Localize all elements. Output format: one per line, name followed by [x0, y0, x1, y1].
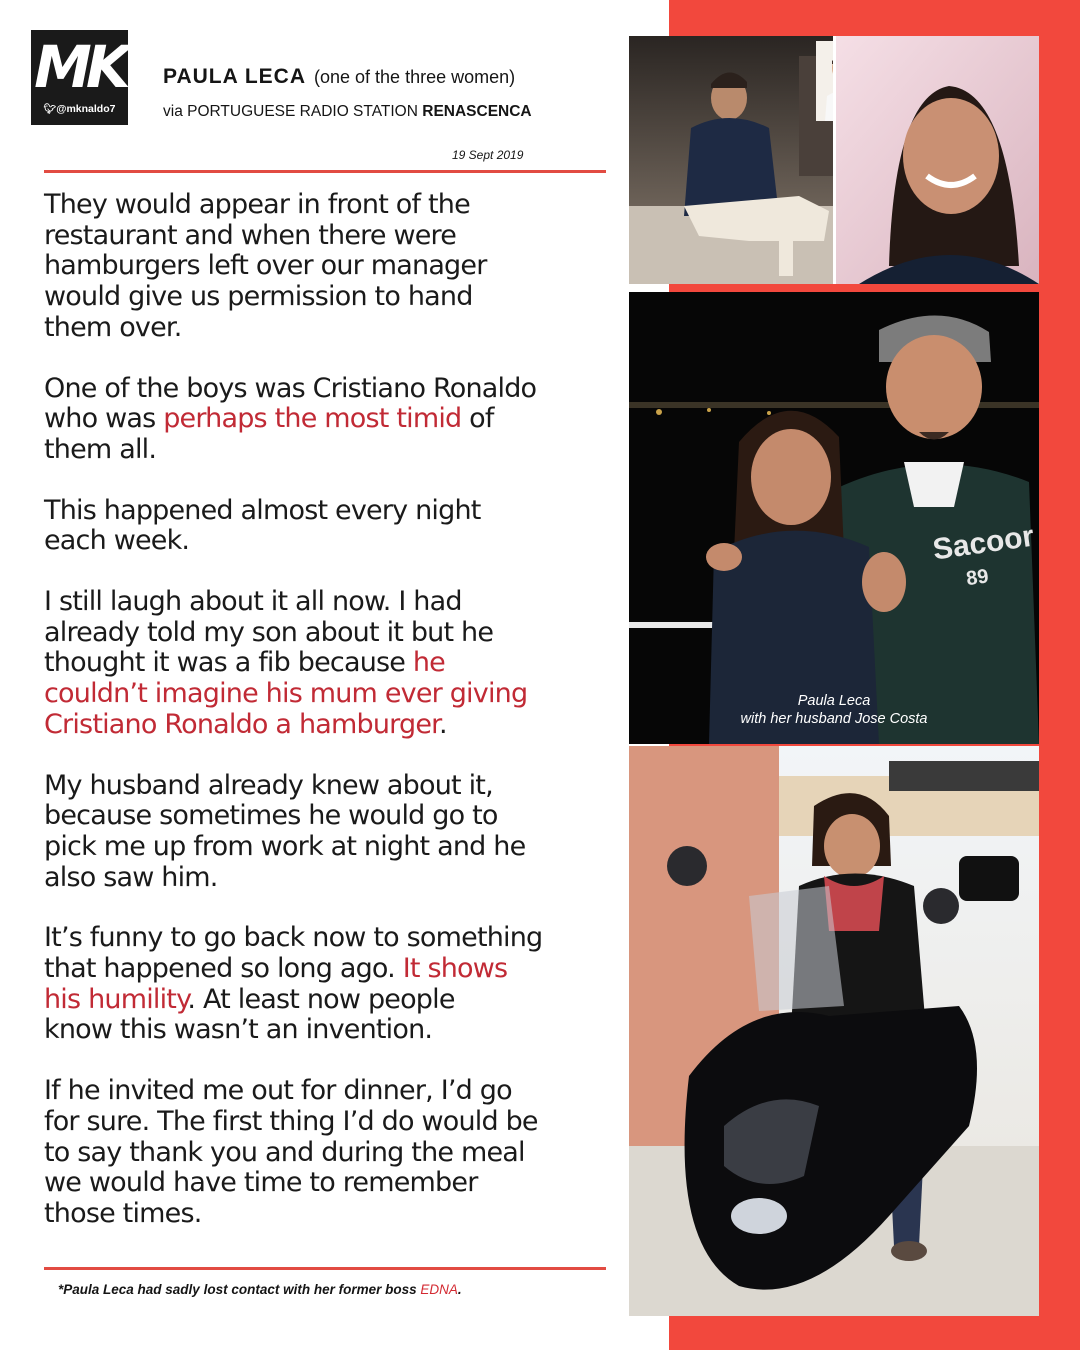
person-name: PAULA LECA — [163, 65, 306, 88]
p2-line: One of the boys was Cristiano Ronaldo — [44, 372, 537, 404]
paragraph-6 — [44, 923, 629, 1046]
paragraph-2 — [44, 374, 629, 466]
logo-mark: MK — [34, 33, 125, 101]
top-divider — [44, 170, 606, 173]
p5-line: pick me up from work at night and he — [44, 830, 526, 862]
p6-highlight: It shows — [402, 953, 508, 985]
p3-line: This happened almost every night — [44, 494, 481, 526]
shirt-number-text: 89 — [964, 565, 991, 591]
p4-line: already told my son about it but he — [44, 616, 494, 648]
p4-line: thought it was a fib because — [44, 647, 413, 679]
p4-line: . — [438, 708, 447, 740]
source-via: via PORTUGUESE RADIO STATION — [163, 103, 418, 120]
p7-line: we would have time to remember — [44, 1167, 478, 1199]
p2-line: of — [461, 403, 494, 435]
logo-handle-row — [31, 102, 128, 117]
p5-line: also saw him. — [44, 861, 218, 893]
p4-highlight: he — [412, 647, 445, 679]
photo-interview-collage — [629, 36, 1039, 284]
header-date: 19 Sept 2019 — [452, 148, 524, 162]
paragraph-1 — [44, 190, 629, 344]
caption-line-2: with her husband Jose Costa — [740, 711, 928, 727]
p2-line: them all. — [44, 433, 157, 465]
quote-body — [44, 190, 629, 1260]
footnote — [58, 1280, 462, 1300]
p2-highlight: perhaps the most timid — [163, 403, 462, 435]
header-title — [163, 62, 515, 94]
p5-line: My husband already knew about it, — [44, 769, 493, 801]
p6-highlight: his humility — [44, 983, 188, 1015]
p1-line: would give us permission to hand — [44, 281, 473, 313]
photo-scooter — [629, 746, 1039, 1316]
footnote-highlight: EDNA — [420, 1282, 458, 1297]
p4-line: I still laugh about it all now. I had — [44, 586, 462, 618]
twitter-bird-icon: 🐦︎ — [43, 104, 57, 115]
caption-line-1: Paula Leca — [797, 693, 871, 709]
p7-line: If he invited me out for dinner, I’d go — [44, 1075, 512, 1107]
mk-logo — [31, 30, 128, 125]
p7-line: for sure. The first thing I’d do would be — [44, 1105, 538, 1137]
p1-line: them over. — [44, 311, 182, 343]
person-role: (one of the three women) — [314, 67, 516, 87]
source-station: RENASCENCA — [422, 103, 532, 120]
p4-highlight: Cristiano Ronaldo a hamburger — [44, 708, 439, 740]
shirt-brand-text: Sacoor — [930, 519, 1037, 567]
paragraph-5 — [44, 771, 629, 894]
p1-line: hamburgers left over our manager — [44, 250, 487, 282]
footnote-text: *Paula Leca had sadly lost contact with her former boss — [58, 1282, 421, 1297]
p6-line: It’s funny to go back now to something — [44, 922, 543, 954]
photo-caption — [629, 692, 1039, 728]
footnote-end: . — [457, 1282, 462, 1297]
header-source — [163, 100, 532, 124]
paragraph-3 — [44, 496, 629, 557]
bottom-divider — [44, 1267, 606, 1270]
p4-highlight: couldn’t imagine his mum ever giving — [44, 678, 528, 710]
paragraph-7 — [44, 1076, 629, 1230]
photo-couple-night — [629, 292, 1039, 744]
p2-line: who was — [44, 403, 164, 435]
p6-line: know this wasn’t an invention. — [44, 1014, 433, 1046]
p1-line: They would appear in front of the — [44, 189, 470, 220]
p3-line: each week. — [44, 525, 190, 557]
p7-line: to say thank you and during the meal — [44, 1136, 525, 1168]
p6-line: . At least now people — [187, 983, 455, 1015]
logo-handle: @mknaldo7 — [56, 103, 116, 115]
p6-line: that happened so long ago. — [44, 953, 403, 985]
p7-line: those times. — [44, 1197, 202, 1229]
p1-line: restaurant and when there were — [44, 219, 457, 251]
p5-line: because sometimes he would go to — [44, 800, 498, 832]
paragraph-4 — [44, 587, 629, 741]
